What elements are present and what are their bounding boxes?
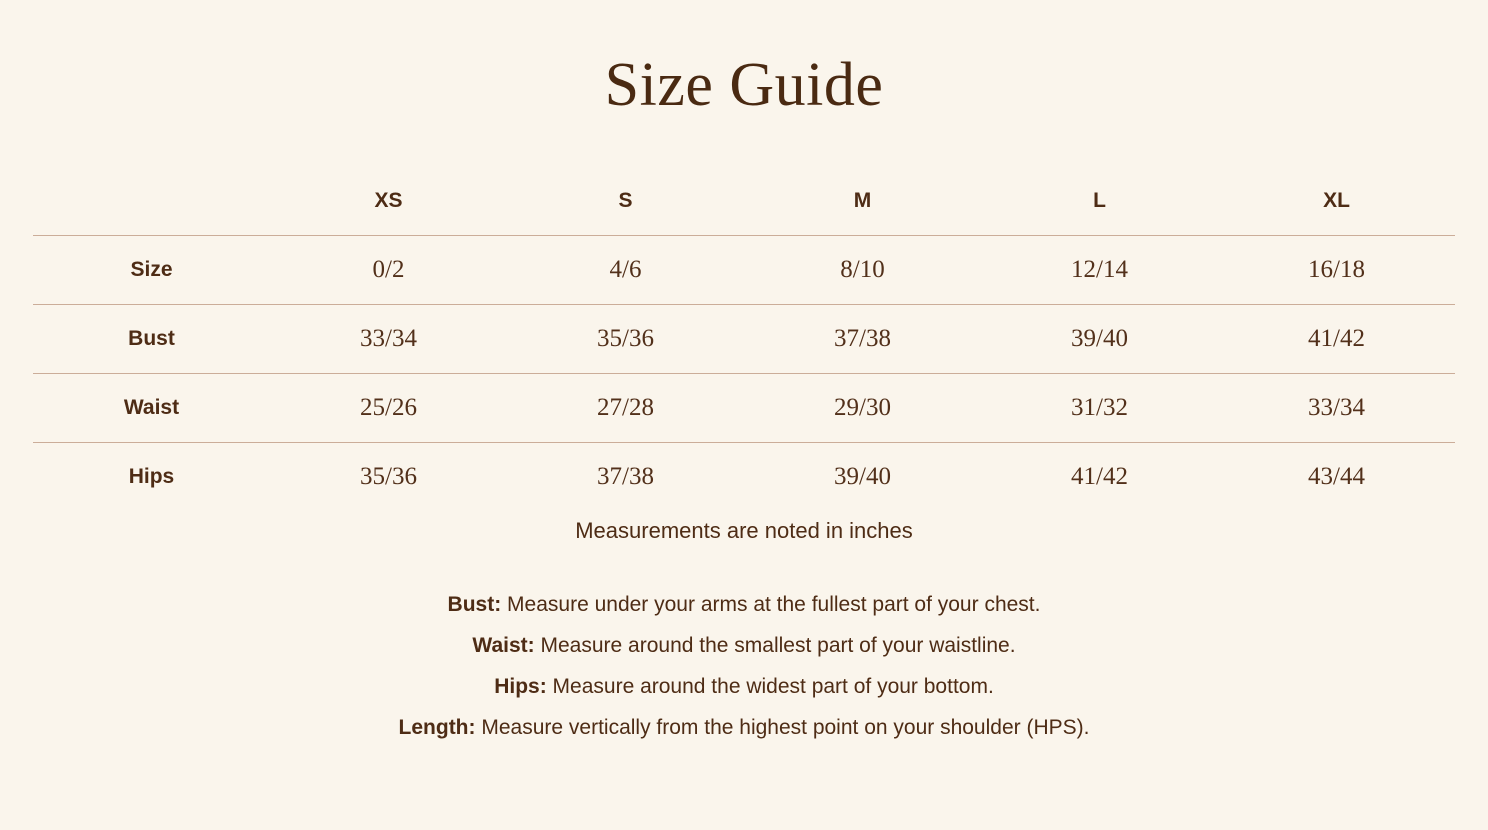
instruction-label: Bust: (447, 593, 502, 617)
instruction-line (0, 707, 1488, 748)
size-value-cell: 41/42 (1308, 324, 1365, 352)
size-table-header-row (33, 166, 1455, 235)
size-value-cell: 29/30 (834, 393, 891, 421)
size-table-row (33, 373, 1455, 442)
row-label: Hips (128, 465, 175, 489)
measurement-instructions (0, 584, 1488, 748)
row-label: Bust (128, 326, 175, 350)
size-value-cell: 37/38 (597, 463, 654, 491)
size-value-cell: 12/14 (1071, 255, 1128, 283)
size-value-cell: 35/36 (360, 463, 417, 491)
size-column-header: S (507, 166, 744, 235)
size-value-cell: 37/38 (834, 324, 891, 352)
size-value-cell: 39/40 (1071, 324, 1128, 352)
instruction-text: Measure under your arms at the fullest part of your chest. (507, 593, 1041, 617)
size-guide-page (0, 48, 1488, 830)
size-table-body (33, 235, 1455, 511)
instruction-text: Measure around the widest part of your bottom. (552, 675, 994, 699)
instruction-text: Measure around the smallest part of your waistline. (540, 634, 1016, 658)
instruction-line (0, 625, 1488, 666)
size-value-cell: 0/2 (372, 255, 405, 283)
size-value-cell: 39/40 (834, 463, 891, 491)
unit-note: Measurements are noted in inches (575, 518, 913, 544)
size-table-row (33, 235, 1455, 304)
page-title: Size Guide (604, 51, 884, 119)
instruction-line (0, 666, 1488, 707)
size-table-row (33, 304, 1455, 373)
size-column-header: L (981, 166, 1218, 235)
instruction-line (0, 584, 1488, 625)
row-label: Size (130, 257, 173, 281)
size-table (33, 166, 1455, 511)
size-value-cell: 25/26 (360, 393, 417, 421)
size-value-cell: 27/28 (597, 393, 654, 421)
size-column-header: M (744, 166, 981, 235)
size-value-cell: 8/10 (840, 255, 885, 283)
size-value-cell: 35/36 (597, 324, 654, 352)
size-value-cell: 43/44 (1308, 463, 1365, 491)
size-value-cell: 31/32 (1071, 393, 1128, 421)
size-value-cell: 33/34 (360, 324, 417, 352)
instruction-label: Waist: (472, 634, 535, 658)
size-value-cell: 41/42 (1071, 463, 1128, 491)
instruction-label: Length: (398, 716, 476, 740)
row-label: Waist (123, 395, 180, 419)
size-value-cell: 4/6 (609, 255, 642, 283)
size-table-row (33, 442, 1455, 511)
instruction-text: Measure vertically from the highest point on your shoulder (HPS). (481, 716, 1090, 740)
size-value-cell: 16/18 (1308, 255, 1365, 283)
size-column-header: XS (270, 166, 507, 235)
instruction-label: Hips: (494, 675, 547, 699)
size-value-cell: 33/34 (1308, 393, 1365, 421)
size-table-container (33, 166, 1455, 511)
size-column-header: XL (1218, 166, 1455, 235)
corner-spacer-cell (33, 166, 270, 235)
size-table-head (33, 166, 1455, 235)
